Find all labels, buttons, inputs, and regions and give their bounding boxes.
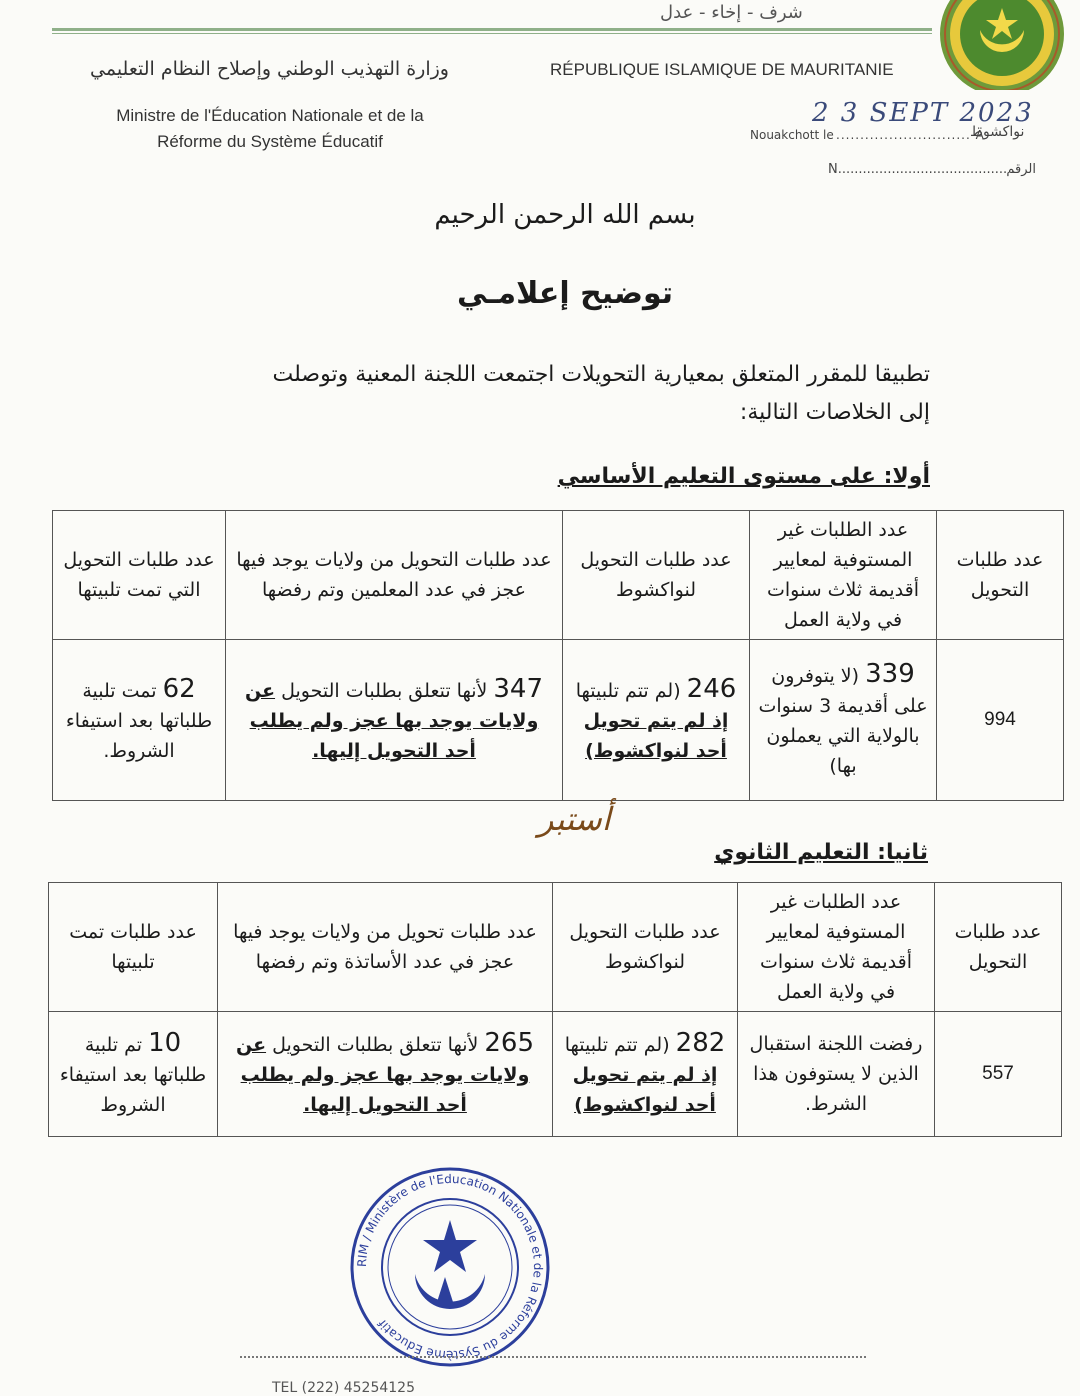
- cell-number: 246: [686, 674, 737, 704]
- header-cell: عدد طلبات التحويل: [937, 511, 1064, 640]
- header-cell: عدد طلبات التحويل لنواكشوط: [553, 883, 738, 1012]
- cell-text: (لم تتم تلبيتها: [564, 1034, 670, 1056]
- cell-underlined-text: عن ولايات يوجد بها عجز ولم يطلب أحد التحويل إليها.: [244, 680, 539, 762]
- ministry-fr-line1: Ministre de l'Éducation Nationale et de la: [116, 106, 424, 125]
- reference-number-line: [828, 162, 1048, 177]
- table-cell: [750, 640, 937, 801]
- intro-paragraph: [170, 356, 930, 432]
- cell-text: تم تلبية طلباتها بعد استيفاء الشروط: [59, 1034, 207, 1116]
- table-row: [53, 640, 1064, 801]
- national-motto: شرف - إخاء - عدل: [660, 2, 803, 23]
- header-cell: عدد طلبات التحويل من ولايات يوجد فيها عجز في عدد المعلمين وتم رفضها: [226, 511, 563, 640]
- cell-text: لأنها تتعلق بطلبات التحويل: [272, 1034, 479, 1056]
- cell-number: 339: [865, 659, 915, 689]
- svg-text:RIM / Ministère de l'Education: [355, 1172, 545, 1362]
- total-requests-value: 994: [937, 640, 1064, 801]
- table-cell: [226, 640, 563, 801]
- header-rule: [52, 28, 932, 31]
- table-row: [49, 1012, 1062, 1137]
- cell-text: رفضت اللجنة استقبال الذين لا يستوفون هذا الشرط.: [749, 1033, 923, 1115]
- header-cell: عدد الطلبات غير المستوفية لمعايير أقديمة ثلاث سنوات في ولاية العمل: [738, 883, 935, 1012]
- intro-line1: تطبيقا للمقرر المتعلق بمعيارية التحويلات اجتمعت اللجنة المعنية وتوصلت: [272, 362, 930, 387]
- table-cell: [553, 1012, 738, 1137]
- cell-underlined-text: إذ لم يتم تحويل أحد لنواكشوط): [583, 710, 729, 762]
- cell-number: 62: [162, 674, 196, 704]
- cell-underlined-text: عن ولايات يوجد بها عجز ولم يطلب أحد التحويل إليها.: [235, 1034, 530, 1116]
- number-label-fr: N.........................................: [828, 162, 1008, 177]
- section1-heading: أولا: على مستوى التعليم الأساسي: [557, 464, 930, 489]
- cell-number: 282: [675, 1028, 726, 1058]
- table-cell: [218, 1012, 553, 1137]
- official-stamp-icon: [345, 1162, 555, 1372]
- header-cell: عدد طلبات التحويل التي تمت تلبيتها: [53, 511, 226, 640]
- cell-underlined-text: إذ لم يتم تحويل أحد لنواكشوط): [572, 1064, 718, 1116]
- table-cell: [563, 640, 750, 801]
- table-cell: [53, 640, 226, 801]
- cell-number: 10: [148, 1028, 182, 1058]
- table-cell: [49, 1012, 218, 1137]
- section2-heading: ثانيا: التعليم الثانوي: [714, 840, 928, 865]
- date-label-ar: نواكشوط: [970, 124, 1025, 140]
- section2-table: [48, 882, 1062, 1137]
- section1-table: [52, 510, 1064, 801]
- header-rule-thin: [52, 33, 932, 34]
- cell-number: 265: [484, 1028, 535, 1058]
- handwritten-signature: أستبر: [538, 800, 611, 838]
- number-label-ar: الرقم: [1006, 162, 1036, 177]
- header-cell: عدد الطلبات غير المستوفية لمعايير أقديمة ثلاث سنوات في ولاية العمل: [750, 511, 937, 640]
- table-header-row: [49, 883, 1062, 1012]
- date-line: [748, 98, 1048, 142]
- ministry-fr-line2: Réforme du Système Éducatif: [157, 132, 383, 151]
- footer-contact: TEL (222) 45254125: [272, 1380, 416, 1396]
- document-title: توضيح إعلامـي: [456, 276, 674, 311]
- national-emblem-icon: [930, 0, 1070, 90]
- intro-line2: إلى الخلاصات التالية:: [739, 400, 930, 425]
- cell-text: (لم تتم تلبيتها: [575, 680, 681, 702]
- header-cell: عدد طلبات تحويل من ولايات يوجد فيها عجز في عدد الأساتذة وتم رفضها: [218, 883, 553, 1012]
- stamp-text: RIM / Ministère de l'Education Nationale et de la Réforme du Système Educatif: [354, 1171, 546, 1363]
- cell-text: لأنها تتعلق بطلبات التحويل: [281, 680, 488, 702]
- header-cell: عدد طلبات تمت تلبيتها: [49, 883, 218, 1012]
- date-dots: ............................ Ä: [836, 128, 985, 142]
- header-cell: عدد طلبات التحويل لنواكشوط: [563, 511, 750, 640]
- date-label-fr: Nouakchott le: [750, 128, 834, 142]
- ministry-name-french: [80, 103, 460, 155]
- table-header-row: [53, 511, 1064, 640]
- handwritten-date: 2 3 SEPT 2023: [812, 98, 1034, 128]
- cell-number: 347: [493, 674, 544, 704]
- table-cell: [738, 1012, 935, 1137]
- basmala: بسم الله الرحمن الرحيم: [434, 200, 696, 230]
- cell-text: (لا يتوفرون على أقديمة 3 سنوات بالولاية التي يعملون بها): [758, 665, 928, 777]
- cell-text: تمت تلبية طلباتها بعد استيفاء الشروط.: [65, 680, 213, 762]
- republic-name: RÉPUBLIQUE ISLAMIQUE DE MAURITANIE: [550, 60, 894, 79]
- footer-dotted-line: [240, 1356, 866, 1358]
- header-cell: عدد طلبات التحويل: [935, 883, 1062, 1012]
- ministry-name-arabic: وزارة التهذيب الوطني وإصلاح النظام التعليمي: [90, 58, 449, 80]
- total-requests-value: 557: [935, 1012, 1062, 1137]
